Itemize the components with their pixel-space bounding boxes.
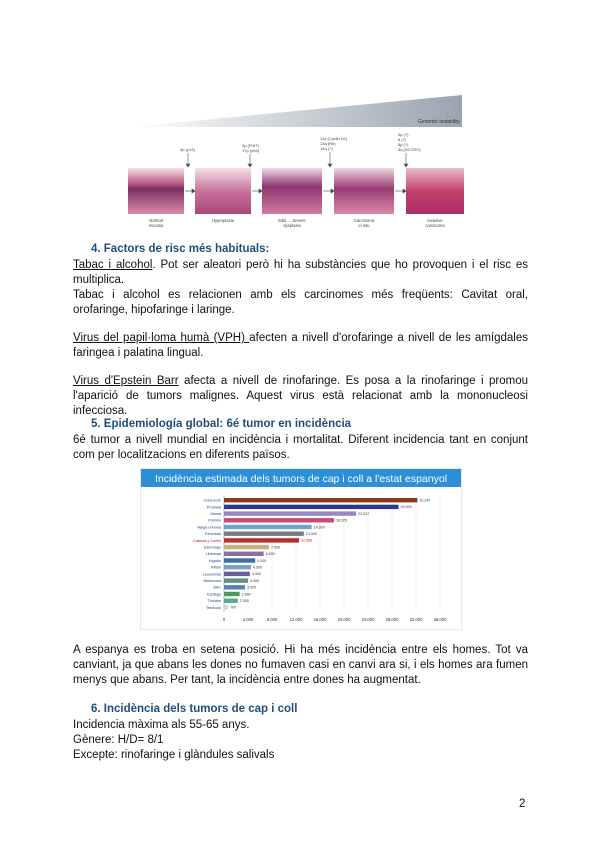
chart-category-label: Cabeza y Cuello — [193, 538, 221, 543]
svg-text:14q (?): 14q (?) — [320, 146, 333, 151]
chart-tick-label: 24.000 — [361, 616, 375, 622]
tissue-hyperplasia — [195, 168, 251, 214]
svg-text:Mild → Severe: Mild → Severe — [278, 218, 306, 223]
chart-value-label: 12.508 — [301, 538, 313, 543]
section6-line-3: Excepte: rinofaringe i glàndules salivals — [73, 749, 275, 761]
chart-category-label: Páncreas — [204, 532, 221, 537]
chart-tick-label: 12.000 — [289, 616, 303, 622]
tissue-normal — [128, 168, 184, 214]
chart-bar — [224, 605, 228, 609]
gene-annotations — [180, 132, 421, 153]
epstein-barr-lead: Virus d'Epstein Barr — [73, 375, 179, 387]
svg-text:Carcinoma: Carcinoma — [353, 218, 375, 223]
svg-text:carcinoma: carcinoma — [425, 223, 445, 228]
chart-value-label: 18.325 — [335, 518, 347, 523]
svg-text:Normal: Normal — [149, 218, 163, 223]
svg-text:in situ: in situ — [358, 223, 370, 228]
chart-value-label: 29.093 — [400, 505, 412, 510]
chart-value-label: 5.200 — [257, 558, 267, 563]
chart-bar — [224, 592, 240, 596]
chart-category-label: Riñón — [211, 565, 221, 570]
chart-value-label: 4.500 — [253, 565, 262, 570]
chart-tick-label: 8.000 — [266, 616, 278, 622]
section5-paragraph-2: A espanya es troba en setena posició. Hi ha més incidència entre els homes. Tot va canviant, ja que abans les dones no fumaven casi en canvi ara si, i els homes ara fumen menys que abans. Per tant, la incidència entre dones ha augmentat. — [73, 644, 528, 686]
svg-text:3q (SCCRO): 3q (SCCRO) — [398, 147, 421, 152]
svg-text:3p (FHIT): 3p (FHIT) — [242, 143, 260, 148]
chart-value-label: 7.500 — [271, 545, 280, 550]
chart-bar — [224, 532, 304, 536]
chart-tick-label: 36.000 — [433, 616, 447, 622]
section6-heading: 6. Incidència dels tumors de cap i coll — [91, 703, 298, 715]
chart-tick-label: 0 — [222, 616, 226, 622]
chart-bar — [224, 552, 264, 556]
svg-text:17p (p53): 17p (p53) — [242, 148, 260, 153]
svg-text:mucosa: mucosa — [148, 223, 164, 228]
svg-text:Invasive: Invasive — [427, 218, 443, 223]
chart-tick-label: 28.000 — [385, 616, 399, 622]
carcinogenesis-figure — [122, 95, 470, 235]
chart-bar — [224, 572, 250, 576]
tissue-dysplasia — [262, 168, 322, 214]
chart-category-label: Pulmón — [208, 518, 221, 523]
chart-bar — [224, 538, 299, 542]
chart-value-label: 3.500 — [247, 585, 256, 590]
chart-bar — [224, 578, 248, 582]
section4-paragraph-4: Virus d'Epstein Barr afecta a nivell de rinofaringe. Es posa a la rinofaringe i promou l'aparició de tumors malignes. Aquest virus està relacionat amb la mononucleosi infecciosa. — [73, 375, 528, 417]
chart-tick-label: 32.000 — [409, 616, 423, 622]
tissue-carcinoma-in-situ — [334, 168, 394, 214]
instability-label: Genomic instability — [418, 119, 460, 125]
chart-value-label: 4.000 — [250, 578, 259, 583]
section6-line-1: Incidencia màxima als 55-65 anys. — [73, 719, 250, 731]
chart-bar — [224, 545, 269, 549]
chart-title: Incidència estimada dels tumors de cap i coll a l'estat espanyol — [154, 473, 448, 485]
chart-bar — [224, 599, 238, 603]
section4-paragraph-2: Tabac i alcohol es relacionen amb els carcinomes més freqüents: Cavitat oral, orofaringe, hipofaringe i laringe. — [73, 289, 528, 316]
chart-tick-label: 4.000 — [242, 616, 254, 622]
svg-text:6 (?): 6 (?) — [398, 137, 407, 142]
chart-value-label: 14.600 — [313, 525, 325, 530]
chart-value-label: 2.300 — [239, 599, 249, 603]
chart-value-label: 32.240 — [419, 498, 431, 503]
section4-paragraph-1: Tabac i alcohol. Pot ser aleatori però hi ha substàncies que ho provoquen i el risc es multiplica. — [73, 259, 529, 286]
svg-text:4p (?): 4p (?) — [398, 132, 409, 137]
stage-labels — [149, 218, 446, 228]
section4-heading: 4. Factors de risc més habituals: — [91, 243, 270, 255]
chart-category-label: Linfomas — [205, 552, 221, 557]
chart-tick-label: 20.000 — [337, 616, 351, 622]
svg-text:3p (p14): 3p (p14) — [180, 147, 195, 152]
svg-text:Hyperplasia: Hyperplasia — [211, 218, 235, 223]
chart-bar — [224, 505, 399, 509]
chart-value-label: 22.027 — [358, 511, 370, 516]
svg-text:13q (Rb): 13q (Rb) — [320, 141, 336, 146]
chart-bar — [224, 558, 255, 562]
tissue-invasive — [406, 168, 464, 214]
chart-bar — [224, 525, 312, 529]
chart-category-label: Vejiga urinaria — [196, 525, 221, 530]
chart-value-label: 2.600 — [241, 592, 251, 597]
chart-category-label: Próstata — [206, 505, 221, 510]
svg-text:11q (Cyclin D1): 11q (Cyclin D1) — [320, 136, 348, 141]
chart-category-label: Estómago — [203, 545, 221, 550]
genomic-instability-wedge — [130, 95, 462, 127]
chart-category-label: Colorrecto — [203, 498, 221, 503]
chart-value-label: 700 — [230, 605, 237, 610]
chart-value-label: 13.300 — [305, 532, 317, 536]
tabac-alcohol-lead: Tabac i alcohol — [73, 259, 153, 271]
chart-bar — [224, 511, 356, 515]
chart-bar — [224, 565, 251, 569]
section6-line-2: Gènere: H/D= 8/1 — [73, 734, 164, 746]
section4-paragraph-3: Virus del papil·loma humà (VPH) afecten a nivell d'orofaringe a nivell de les amígdales faringea i palatina lingual. — [73, 332, 528, 359]
chart-category-label: SNC — [212, 585, 221, 590]
chart-category-label: Mama — [210, 512, 221, 516]
chart-bar — [224, 498, 417, 502]
chart-category-label: Melanoma — [203, 579, 221, 583]
chart-category-label: Esófago — [207, 592, 221, 597]
page-number: 2 — [519, 798, 526, 810]
vph-lead: Virus del papil·loma humà (VPH) — [73, 332, 250, 344]
section5-heading: 5. Epidemiología global: 6é tumor en incidència — [91, 418, 352, 430]
chart-category-label: Testículo — [206, 605, 221, 610]
svg-text:dysplasia: dysplasia — [283, 223, 301, 228]
chart-category-label: Tiroides — [207, 599, 221, 604]
chart-value-label: 6.600 — [265, 552, 275, 557]
section5-paragraph-1: 6é tumor a nivell mundial en incidència i mortalitat. Diferent incidencia tant en conjunt com per localitzacions en diferents països. — [73, 434, 528, 461]
chart-bar — [224, 585, 245, 589]
chart-value-label: 4.300 — [251, 572, 261, 577]
chart-tick-label: 16.000 — [313, 616, 327, 622]
chart-category-label: Leucemias — [202, 572, 221, 577]
incidence-chart — [140, 468, 462, 630]
svg-text:8p (?): 8p (?) — [398, 142, 409, 147]
chart-category-label: Hígado — [208, 558, 221, 563]
chart-bar — [224, 518, 334, 522]
